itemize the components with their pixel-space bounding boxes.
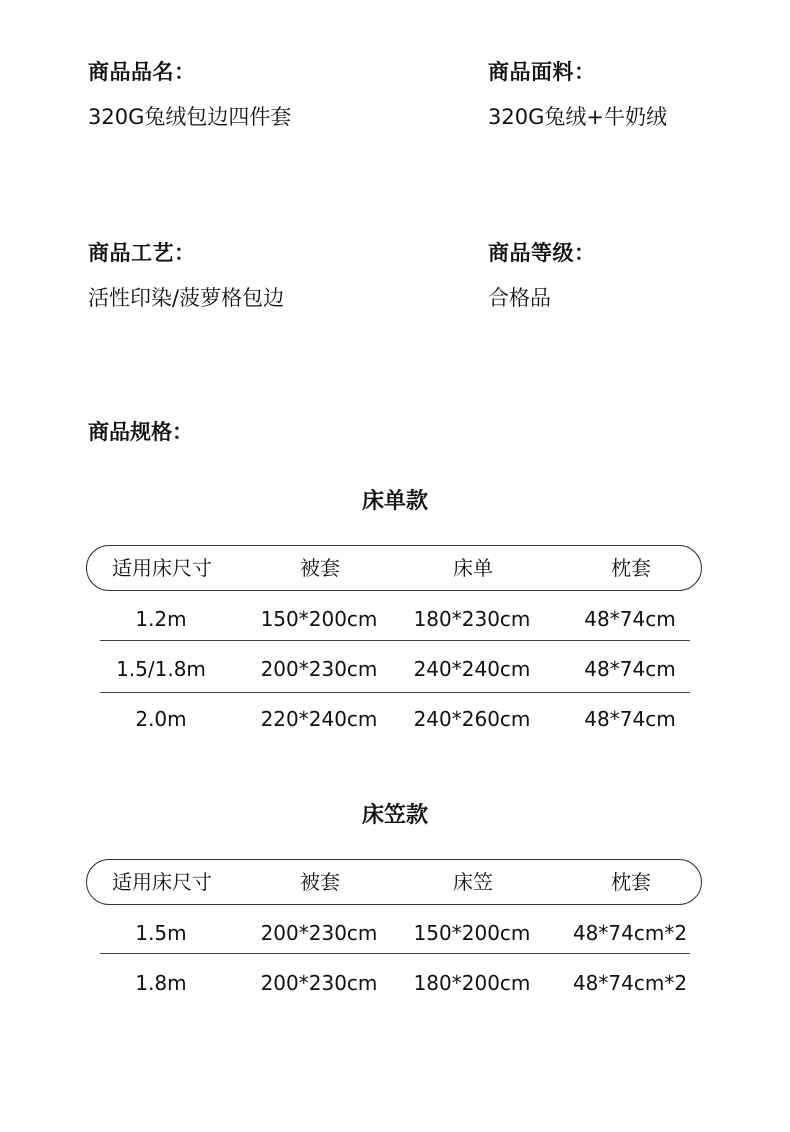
table-row [0,705,790,733]
product-material-label: 商品面料： [488,60,596,84]
product-name-block [88,58,291,131]
product-grade-value: 合格品 [488,286,551,310]
fitted-sheet-table-header [86,859,702,905]
bed-size-cell: 1.5/1.8m [116,657,206,681]
product-material-value: 320G兔绒+牛奶绒 [488,105,667,129]
product-craft-label: 商品工艺： [88,241,196,265]
pillowcase-cell: 48*74cm*2 [572,971,688,995]
header-bed-size: 适用床尺寸 [112,556,212,580]
bed-size-cell: 1.5m [135,921,187,945]
bed-sheet-cell: 180*230cm [413,607,531,631]
duvet-cover-cell: 200*230cm [260,657,378,681]
product-craft-value: 活性印染/菠萝格包边 [88,286,285,310]
row-divider [100,692,690,693]
row-divider [100,953,690,954]
table-row [0,919,790,947]
pillowcase-cell: 48*74cm*2 [572,921,688,945]
header-pillowcase: 枕套 [611,556,651,580]
sheet-style-title: 床单款 [361,489,428,514]
table-row [0,655,790,683]
product-grade-label: 商品等级： [488,241,596,265]
product-craft-block [88,239,284,312]
pillowcase-cell: 48*74cm [584,657,676,681]
duvet-cover-cell: 200*230cm [260,921,378,945]
fitted-sheet-cell: 150*200cm [413,921,531,945]
pillowcase-cell: 48*74cm [584,607,676,631]
header-bed-sheet: 床单 [453,556,493,580]
bed-size-cell: 1.8m [135,971,187,995]
duvet-cover-cell: 200*230cm [260,971,378,995]
product-name-value: 320G兔绒包边四件套 [88,105,292,129]
header-bed-size: 适用床尺寸 [112,870,212,894]
header-pillowcase: 枕套 [611,870,651,894]
bed-sheet-cell: 240*260cm [413,707,531,731]
duvet-cover-cell: 220*240cm [260,707,378,731]
row-divider [100,640,690,641]
fitted-sheet-cell: 180*200cm [413,971,531,995]
header-duvet-cover: 被套 [300,870,340,894]
bed-sheet-cell: 240*240cm [413,657,531,681]
table-row [0,969,790,997]
header-fitted-sheet: 床笠 [453,870,493,894]
bed-size-cell: 2.0m [135,707,187,731]
header-duvet-cover: 被套 [300,556,340,580]
duvet-cover-cell: 150*200cm [260,607,378,631]
bed-size-cell: 1.2m [135,607,187,631]
pillowcase-cell: 48*74cm [584,707,676,731]
product-grade-block [488,239,596,312]
table-row [0,605,790,633]
product-material-block [488,58,667,131]
fitted-sheet-style-title: 床笠款 [361,803,428,828]
sheet-table-header [86,545,702,591]
product-spec-label: 商品规格： [88,420,193,444]
product-name-label: 商品品名： [88,60,196,84]
